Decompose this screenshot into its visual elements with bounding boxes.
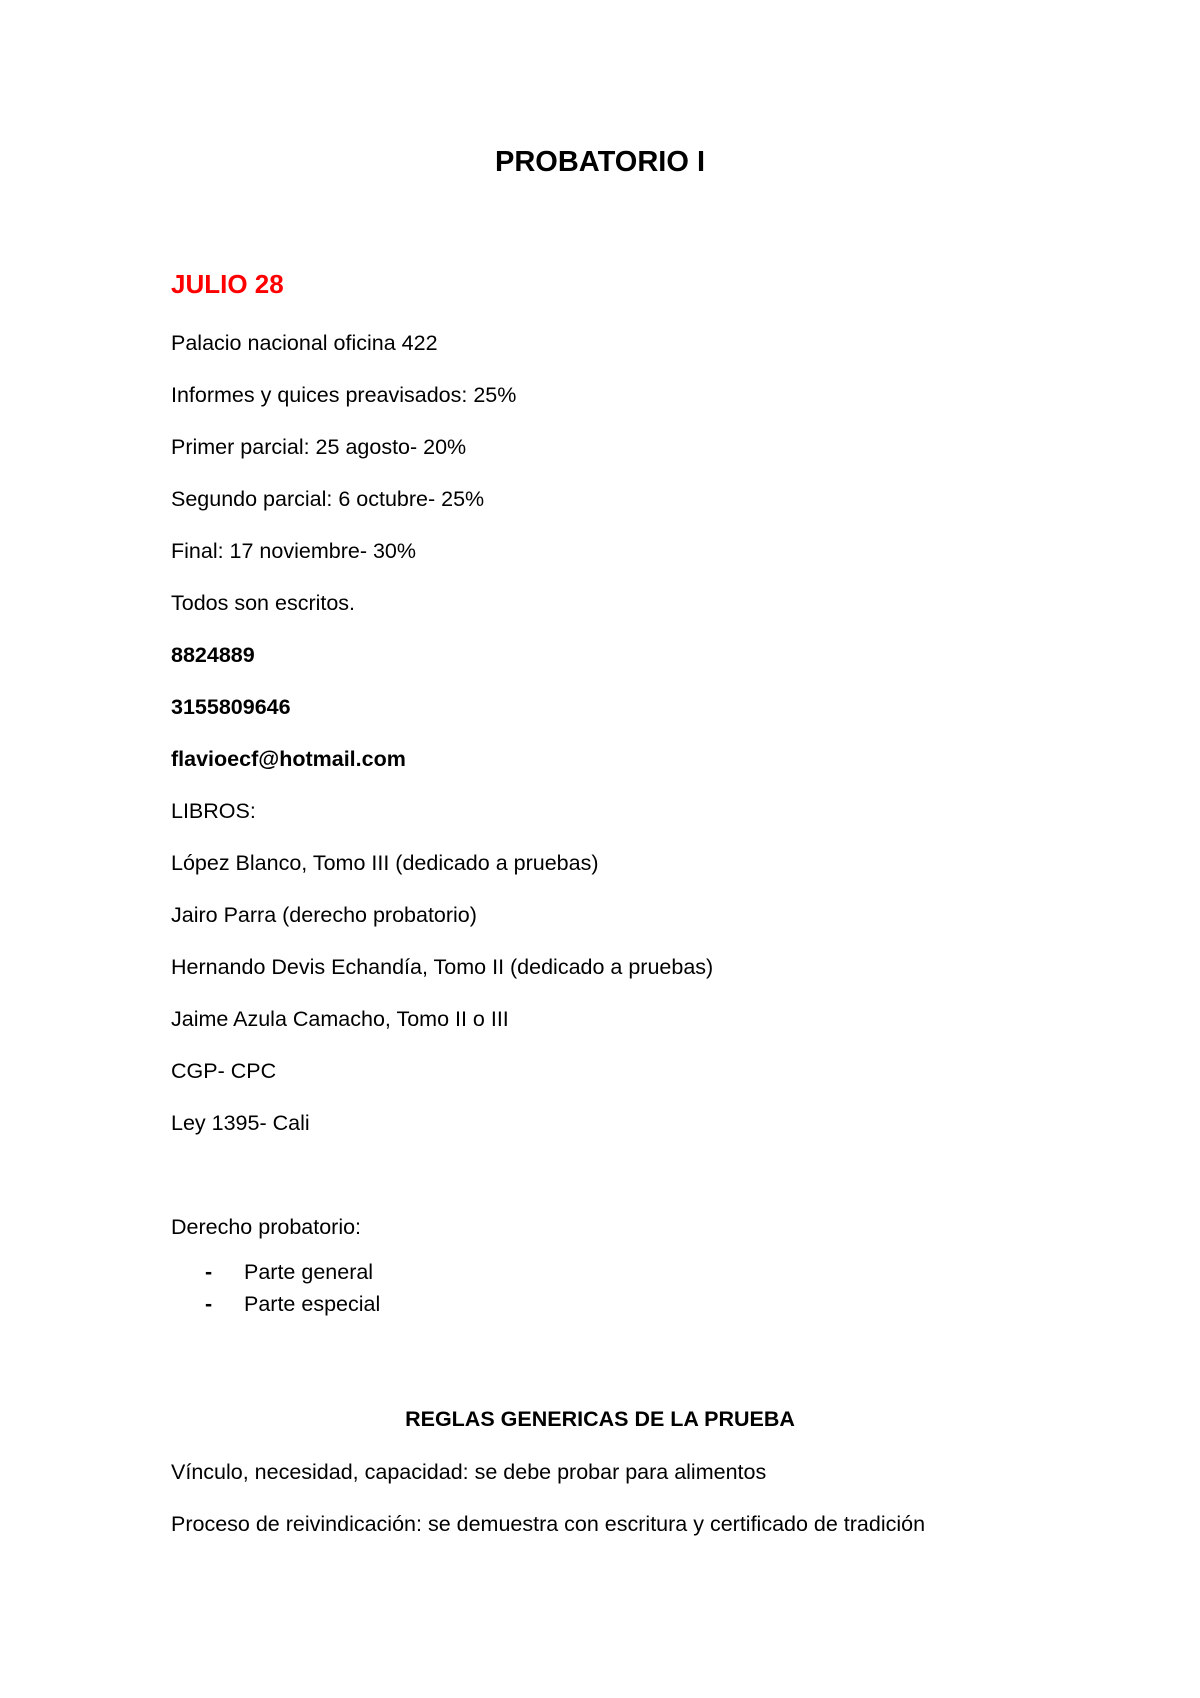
rule-line: Proceso de reivindicación: se demuestra con escritura y certificado de tradición xyxy=(171,1512,926,1536)
book-item: López Blanco, Tomo III (dedicado a pruebas) xyxy=(171,851,599,875)
info-line-informes: Informes y quices preavisados: 25% xyxy=(171,383,517,407)
rule-line: Vínculo, necesidad, capacidad: se debe probar para alimentos xyxy=(171,1460,767,1484)
dash-bullet-icon: - xyxy=(205,1260,213,1284)
book-item: Hernando Devis Echandía, Tomo II (dedicado a pruebas) xyxy=(171,955,714,979)
contact-phone-2: 3155809646 xyxy=(171,695,291,719)
info-line-location: Palacio nacional oficina 422 xyxy=(171,331,438,355)
books-heading: LIBROS: xyxy=(171,799,256,823)
book-item: Ley 1395- Cali xyxy=(171,1111,310,1135)
info-line-primer-parcial: Primer parcial: 25 agosto- 20% xyxy=(171,435,467,459)
list-item xyxy=(205,1256,380,1288)
book-item: Jairo Parra (derecho probatorio) xyxy=(171,903,477,927)
info-line-segundo-parcial: Segundo parcial: 6 octubre- 25% xyxy=(171,487,485,511)
page-title: PROBATORIO I xyxy=(495,146,705,178)
section-heading: REGLAS GENERICAS DE LA PRUEBA xyxy=(405,1407,795,1431)
book-item: CGP- CPC xyxy=(171,1059,277,1083)
derecho-parts-list xyxy=(205,1256,380,1320)
book-item: Jaime Azula Camacho, Tomo II o III xyxy=(171,1007,509,1031)
contact-email: flavioecf@hotmail.com xyxy=(171,747,406,771)
info-line-final: Final: 17 noviembre- 30% xyxy=(171,539,416,563)
date-heading: JULIO 28 xyxy=(171,269,284,299)
list-item xyxy=(205,1288,380,1320)
contact-phone-1: 8824889 xyxy=(171,643,255,667)
info-line-escritos: Todos son escritos. xyxy=(171,591,356,615)
list-item-label: Parte general xyxy=(244,1260,374,1284)
dash-bullet-icon: - xyxy=(205,1292,213,1316)
derecho-heading: Derecho probatorio: xyxy=(171,1215,362,1239)
list-item-label: Parte especial xyxy=(244,1292,381,1316)
